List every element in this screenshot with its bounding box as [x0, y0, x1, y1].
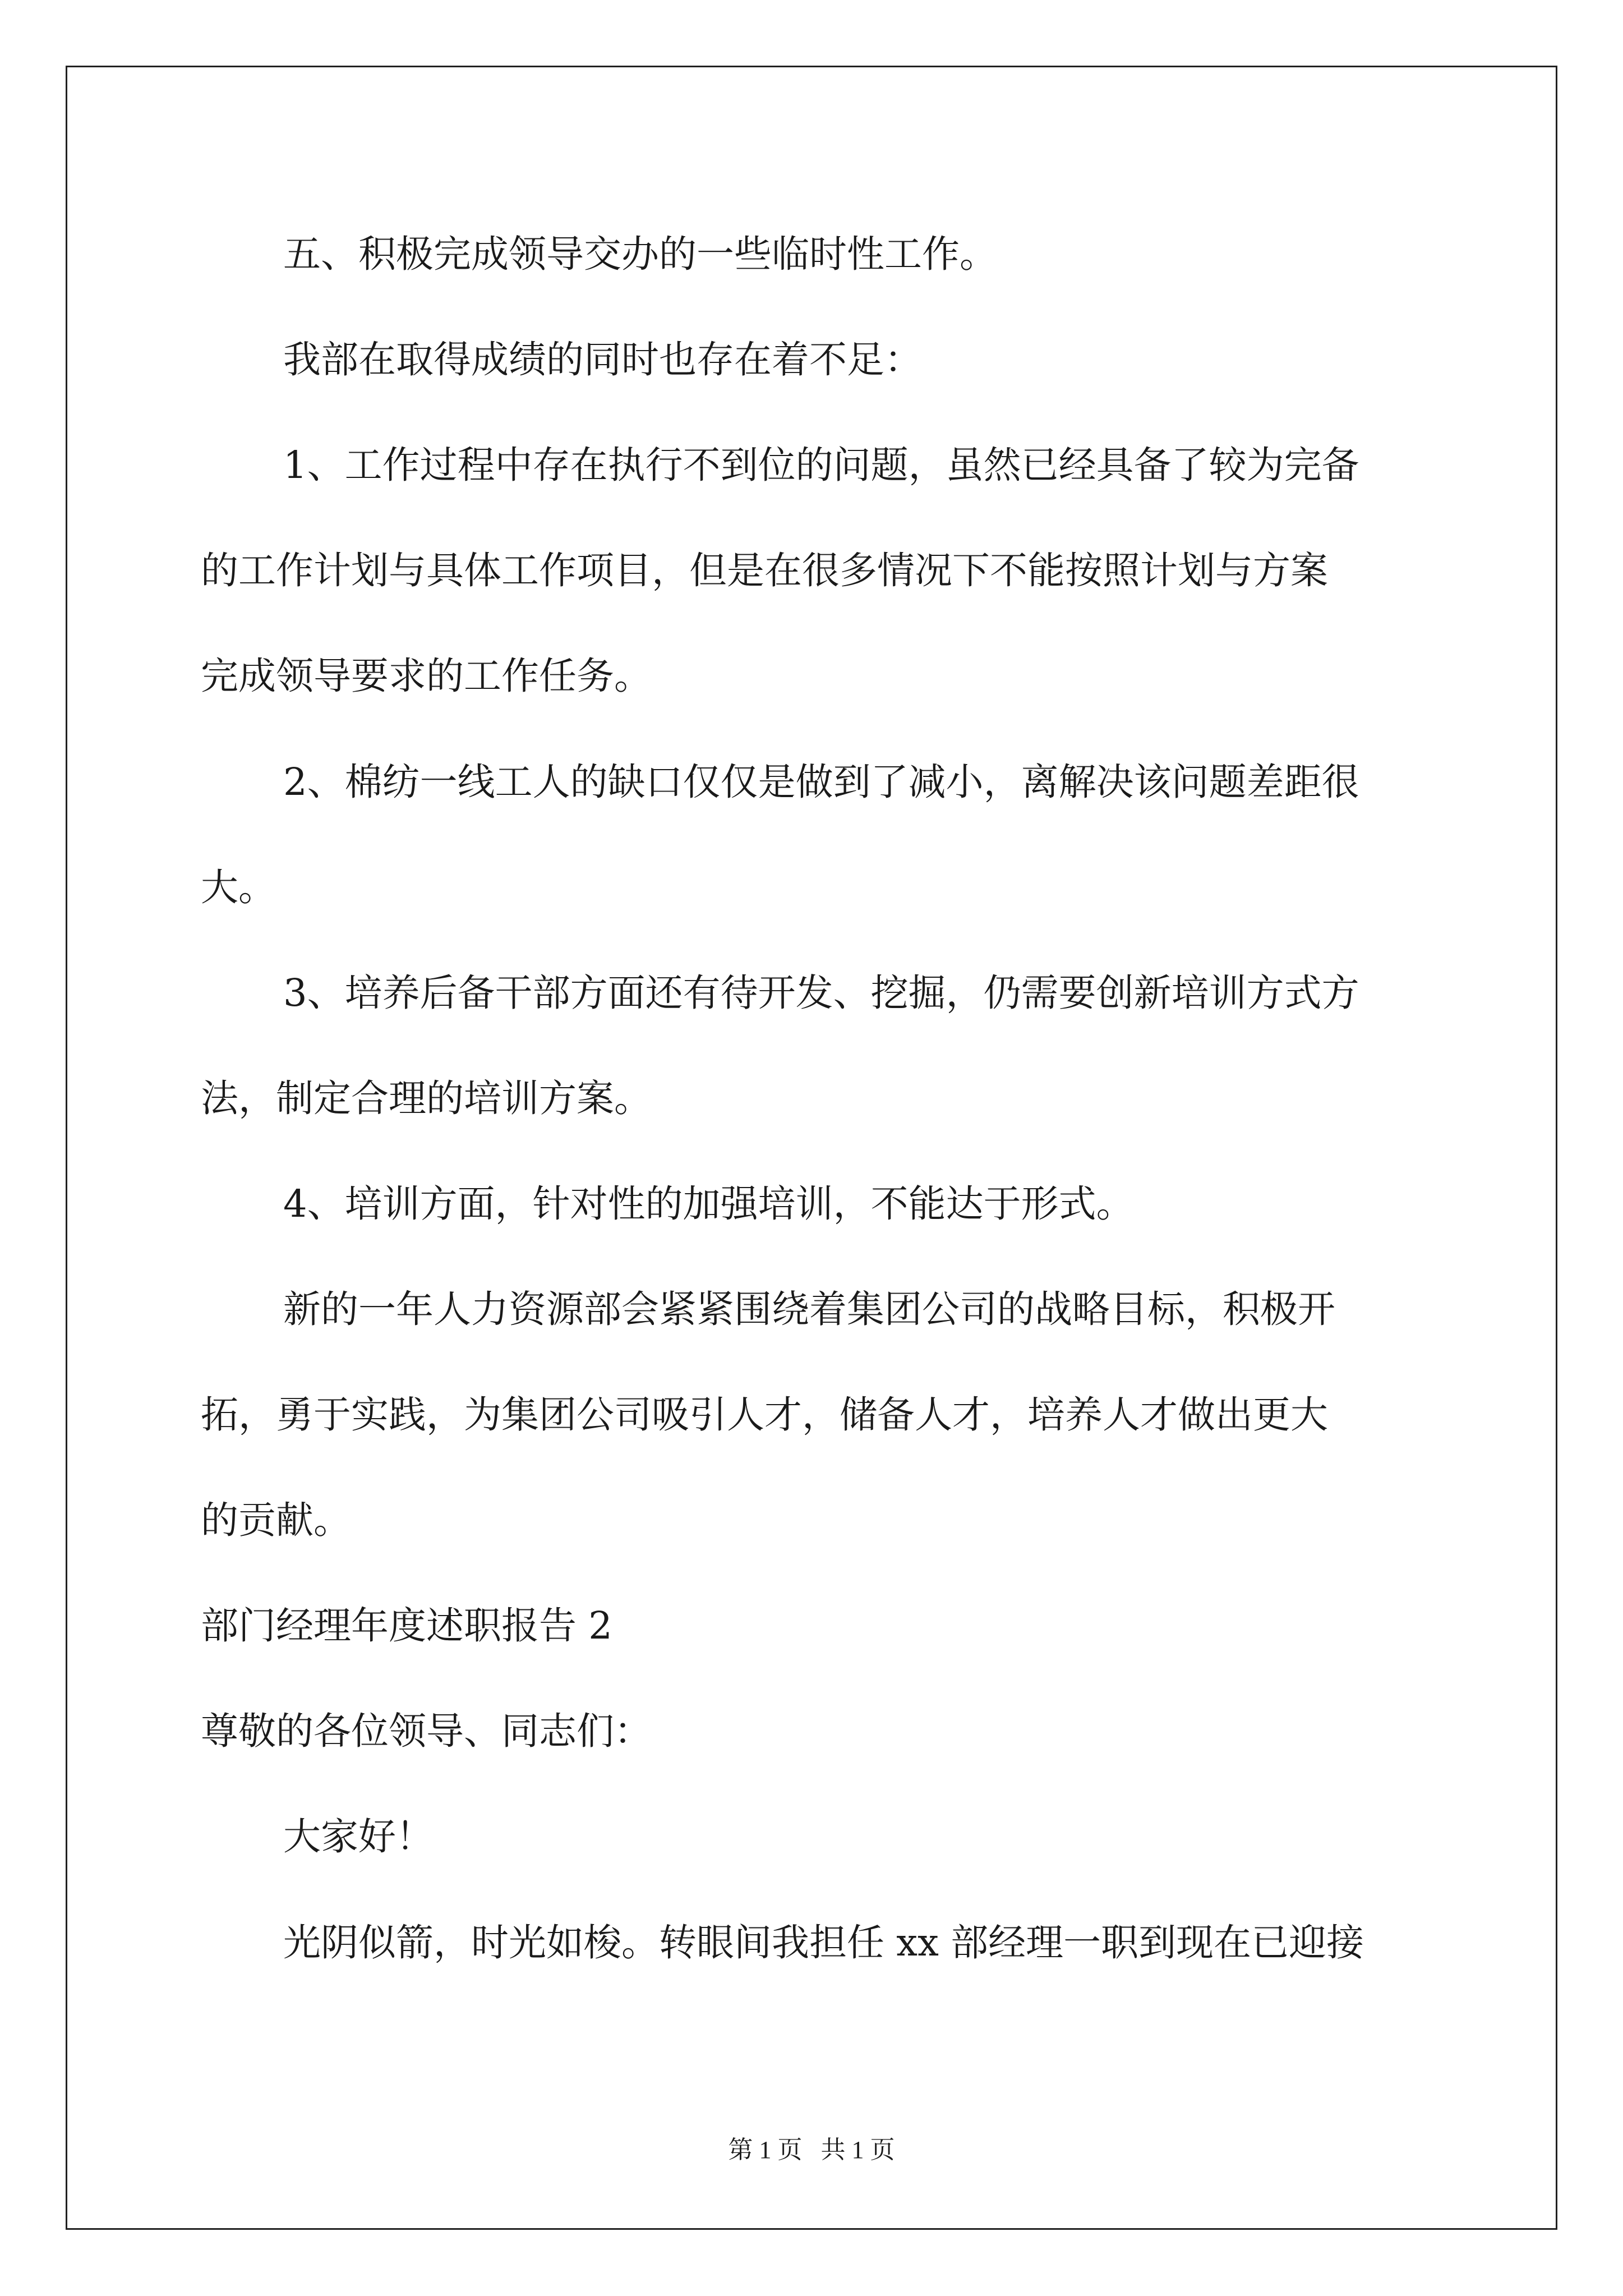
paragraph-line: 4、培训方面，针对性的加强培训，不能达于形式。 [283, 1182, 1134, 1226]
paragraph-line: 完成领导要求的工作任务。 [201, 654, 652, 698]
paragraph-line: 拓，勇于实践，为集团公司吸引人才，储备人才，培养人才做出更大 [201, 1393, 1328, 1437]
paragraph-line: 的贡献。 [201, 1498, 351, 1542]
paragraph-line: 我部在取得成绩的同时也存在着不足： [283, 338, 922, 381]
paragraph-line: 的工作计划与具体工作项目，但是在很多情况下不能按照计划与方案 [201, 549, 1328, 592]
salutation: 尊敬的各位领导、同志们： [201, 1709, 652, 1753]
paragraph-line: 2、棉纺一线工人的缺口仅仅是做到了减小，离解决该问题差距很 [283, 760, 1359, 804]
section-title: 部门经理年度述职报告 2 [201, 1604, 612, 1648]
greeting: 大家好！ [283, 1815, 434, 1858]
page-footer: 第 1 页 共 1 页 [728, 2136, 895, 2164]
paragraph-line: 1、工作过程中存在执行不到位的问题，虽然已经具备了较为完备 [283, 443, 1359, 487]
paragraph-line: 光阴似箭，时光如梭。转眼间我担任 xx 部经理一职到现在已迎接 [283, 1921, 1364, 1964]
paragraph-line: 法，制定合理的培训方案。 [201, 1076, 652, 1120]
page-border [66, 66, 1557, 2230]
paragraph-line: 五、积极完成领导交办的一些临时性工作。 [283, 232, 997, 276]
paragraph-line: 新的一年人力资源部会紧紧围绕着集团公司的战略目标，积极开 [283, 1287, 1335, 1331]
paragraph-line: 大。 [201, 866, 276, 909]
paragraph-line: 3、培养后备干部方面还有待开发、挖掘，仍需要创新培训方式方 [283, 971, 1359, 1015]
